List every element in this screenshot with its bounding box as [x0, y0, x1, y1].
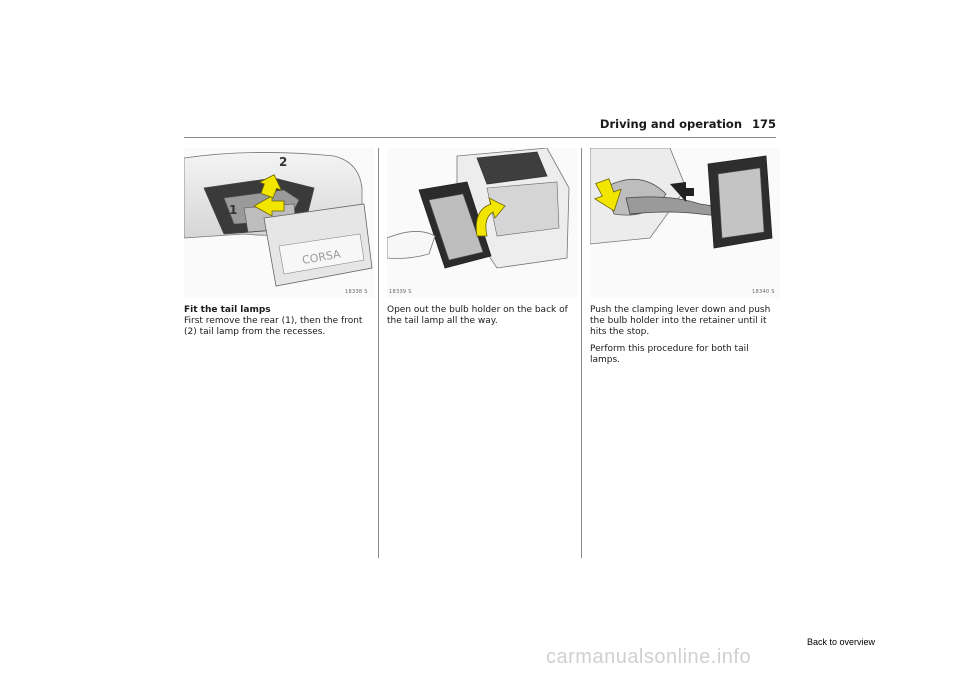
paragraph: First remove the rear (1), then the front (2) tail lamp from the recesses.: [184, 316, 363, 337]
back-to-overview-link[interactable]: Back to overview: [807, 637, 876, 647]
paragraph: Push the clamping lever down and push the bulb holder into the retainer until it hits the stop.: [590, 305, 771, 337]
column-1-text: [184, 305, 374, 344]
callout-1: 1: [229, 203, 238, 217]
figure-clamping-lever: [590, 148, 780, 298]
section-title: Driving and operation: [599, 117, 742, 131]
clamping-lever-illustration: [590, 148, 780, 298]
figure-tail-lamp-removal: [184, 148, 374, 298]
column-divider: [378, 148, 379, 558]
header-rule: [184, 137, 776, 138]
page-number: 175: [751, 117, 776, 131]
callout-2: 2: [279, 155, 288, 169]
page-header: [184, 114, 776, 138]
bulb-holder-illustration: [387, 148, 577, 298]
column-2-text: [387, 305, 577, 333]
paragraph: Open out the bulb holder on the back of the tail lamp all the way.: [387, 305, 568, 326]
watermark: carmanualsonline.info: [546, 646, 752, 668]
tail-lamp-illustration: [184, 148, 374, 298]
column-divider: [581, 148, 582, 558]
column-3-text: [590, 305, 780, 372]
figure-bulb-holder-open: [387, 148, 577, 298]
plate-text: CORSA: [301, 247, 342, 267]
figure-code: 18338 S: [345, 289, 368, 295]
section-heading: Fit the tail lamps: [184, 305, 271, 315]
figure-code: 18339 S: [389, 289, 412, 295]
figure-code: 18340 S: [752, 289, 775, 295]
paragraph: Perform this procedure for both tail lamps.: [590, 344, 749, 365]
